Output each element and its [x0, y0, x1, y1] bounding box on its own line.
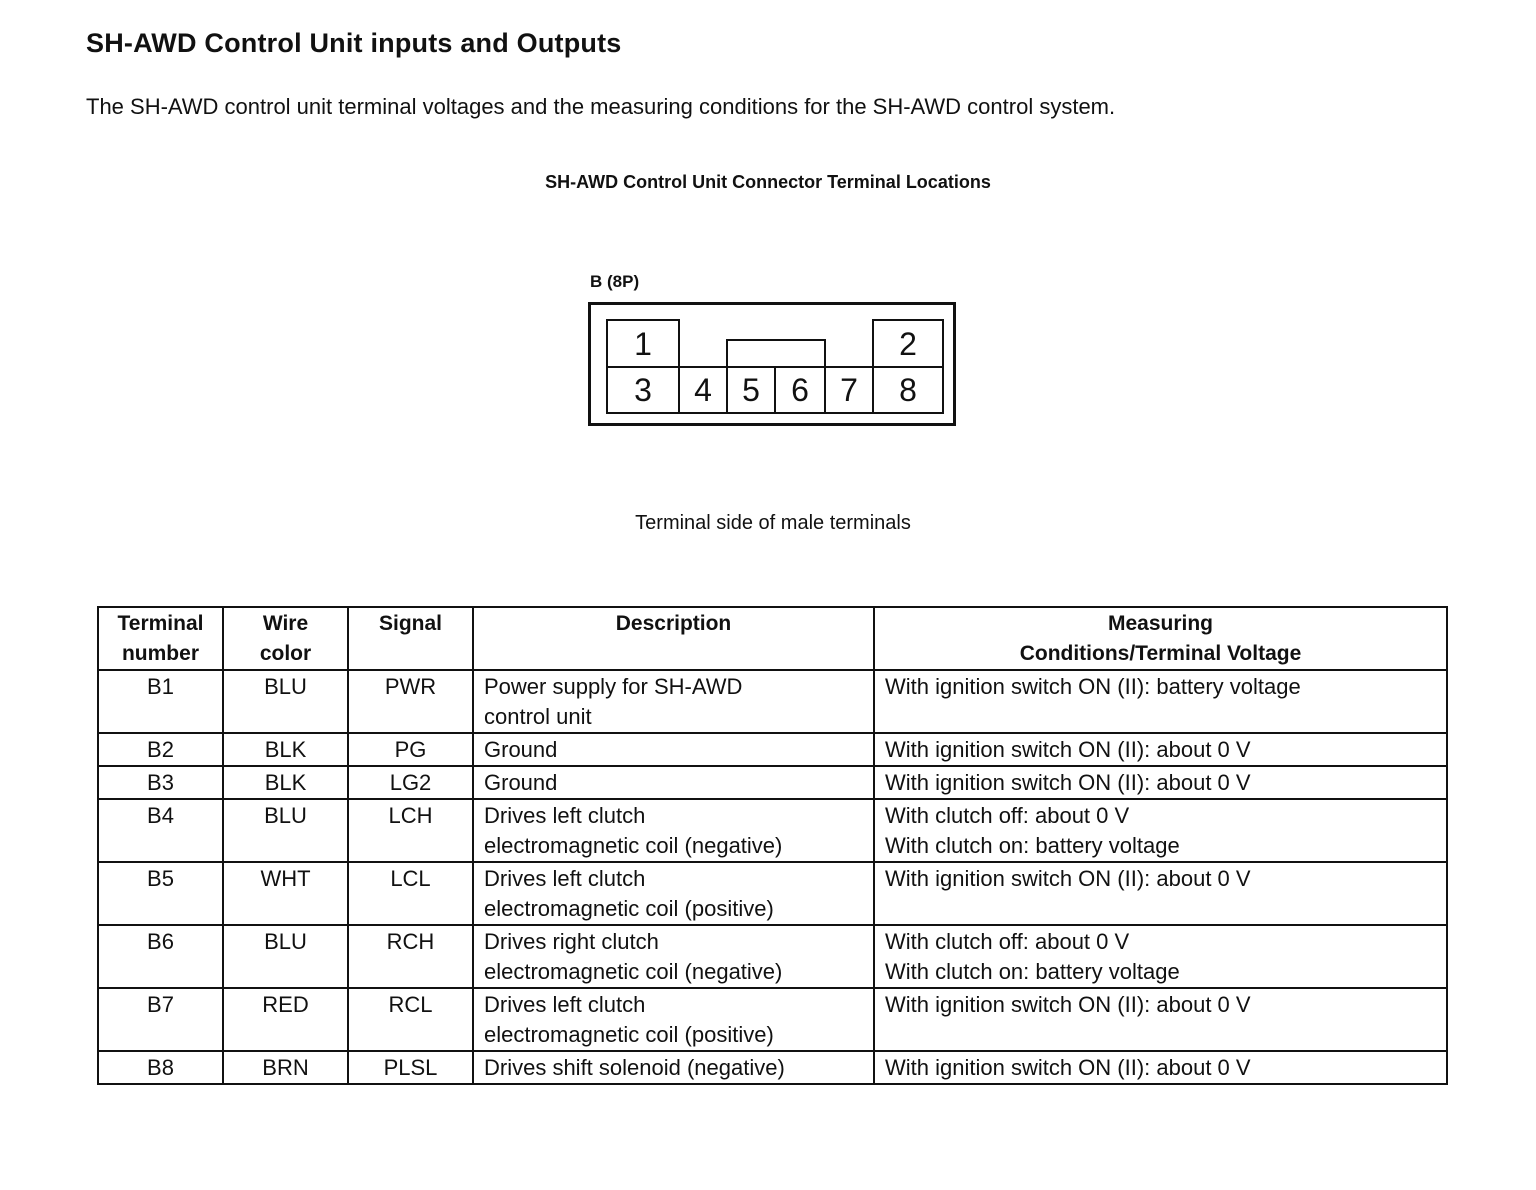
cell-wire: BRN: [223, 1051, 348, 1084]
table-row: [98, 733, 1447, 766]
header-description: Description: [473, 607, 874, 670]
cell-wire: BLU: [223, 925, 348, 988]
table-row: [98, 799, 1447, 862]
table-row: [98, 925, 1447, 988]
connector-diagram: [588, 302, 956, 426]
cell-description: Drives right clutch electromagnetic coil (negative): [473, 925, 874, 988]
terminal-table: [97, 606, 1448, 1085]
cell-measuring: With ignition switch ON (II): about 0 V: [874, 862, 1447, 925]
cell-wire: BLK: [223, 766, 348, 799]
cell-measuring: With ignition switch ON (II): about 0 V: [874, 766, 1447, 799]
cell-signal: LCL: [348, 862, 473, 925]
pin-5: 5: [726, 366, 776, 414]
cell-signal: RCH: [348, 925, 473, 988]
table-row: [98, 670, 1447, 733]
cell-terminal: B2: [98, 733, 223, 766]
pin-6: 6: [774, 366, 826, 414]
header-terminal-number: Terminal number: [98, 607, 223, 670]
header-signal: Signal: [348, 607, 473, 670]
table-header-row: [98, 607, 1447, 670]
header-measuring: Measuring Conditions/Terminal Voltage: [874, 607, 1447, 670]
page-title: SH-AWD Control Unit inputs and Outputs: [86, 28, 622, 58]
cell-measuring: With ignition switch ON (II): about 0 V: [874, 988, 1447, 1051]
table-row: [98, 862, 1447, 925]
cell-description: Drives shift solenoid (negative): [473, 1051, 874, 1084]
cell-signal: LCH: [348, 799, 473, 862]
connector-label: B (8P): [590, 272, 640, 291]
figure-caption: Terminal side of male terminals: [635, 512, 911, 534]
cell-measuring: With clutch off: about 0 V With clutch on: battery voltage: [874, 799, 1447, 862]
cell-description: Drives left clutch electromagnetic coil (negative): [473, 799, 874, 862]
cell-description: Power supply for SH-AWD control unit: [473, 670, 874, 733]
connector-key-slot: [726, 339, 826, 368]
cell-description: Drives left clutch electromagnetic coil (positive): [473, 862, 874, 925]
cell-terminal: B8: [98, 1051, 223, 1084]
cell-wire: WHT: [223, 862, 348, 925]
table-row: [98, 988, 1447, 1051]
cell-description: Ground: [473, 766, 874, 799]
cell-signal: PLSL: [348, 1051, 473, 1084]
cell-terminal: B6: [98, 925, 223, 988]
cell-description: Ground: [473, 733, 874, 766]
pin-3: 3: [606, 366, 680, 414]
cell-measuring: With clutch off: about 0 V With clutch on: battery voltage: [874, 925, 1447, 988]
pin-8: 8: [872, 366, 944, 414]
cell-description: Drives left clutch electromagnetic coil (positive): [473, 988, 874, 1051]
cell-wire: RED: [223, 988, 348, 1051]
cell-terminal: B7: [98, 988, 223, 1051]
cell-signal: LG2: [348, 766, 473, 799]
cell-wire: BLU: [223, 670, 348, 733]
pin-7: 7: [824, 366, 874, 414]
cell-measuring: With ignition switch ON (II): battery voltage: [874, 670, 1447, 733]
pin-4: 4: [678, 366, 728, 414]
header-wire-color: Wire color: [223, 607, 348, 670]
cell-terminal: B3: [98, 766, 223, 799]
table-row: [98, 1051, 1447, 1084]
cell-signal: PWR: [348, 670, 473, 733]
cell-signal: PG: [348, 733, 473, 766]
cell-terminal: B1: [98, 670, 223, 733]
cell-terminal: B4: [98, 799, 223, 862]
cell-wire: BLU: [223, 799, 348, 862]
figure-title: SH-AWD Control Unit Connector Terminal Locations: [545, 172, 991, 192]
table-row: [98, 766, 1447, 799]
cell-signal: RCL: [348, 988, 473, 1051]
cell-terminal: B5: [98, 862, 223, 925]
cell-wire: BLK: [223, 733, 348, 766]
cell-measuring: With ignition switch ON (II): about 0 V: [874, 1051, 1447, 1084]
pin-1: 1: [606, 319, 680, 368]
pin-2: 2: [872, 319, 944, 368]
cell-measuring: With ignition switch ON (II): about 0 V: [874, 733, 1447, 766]
intro-paragraph: The SH-AWD control unit terminal voltages and the measuring conditions for the SH-AWD control system.: [86, 94, 1116, 119]
